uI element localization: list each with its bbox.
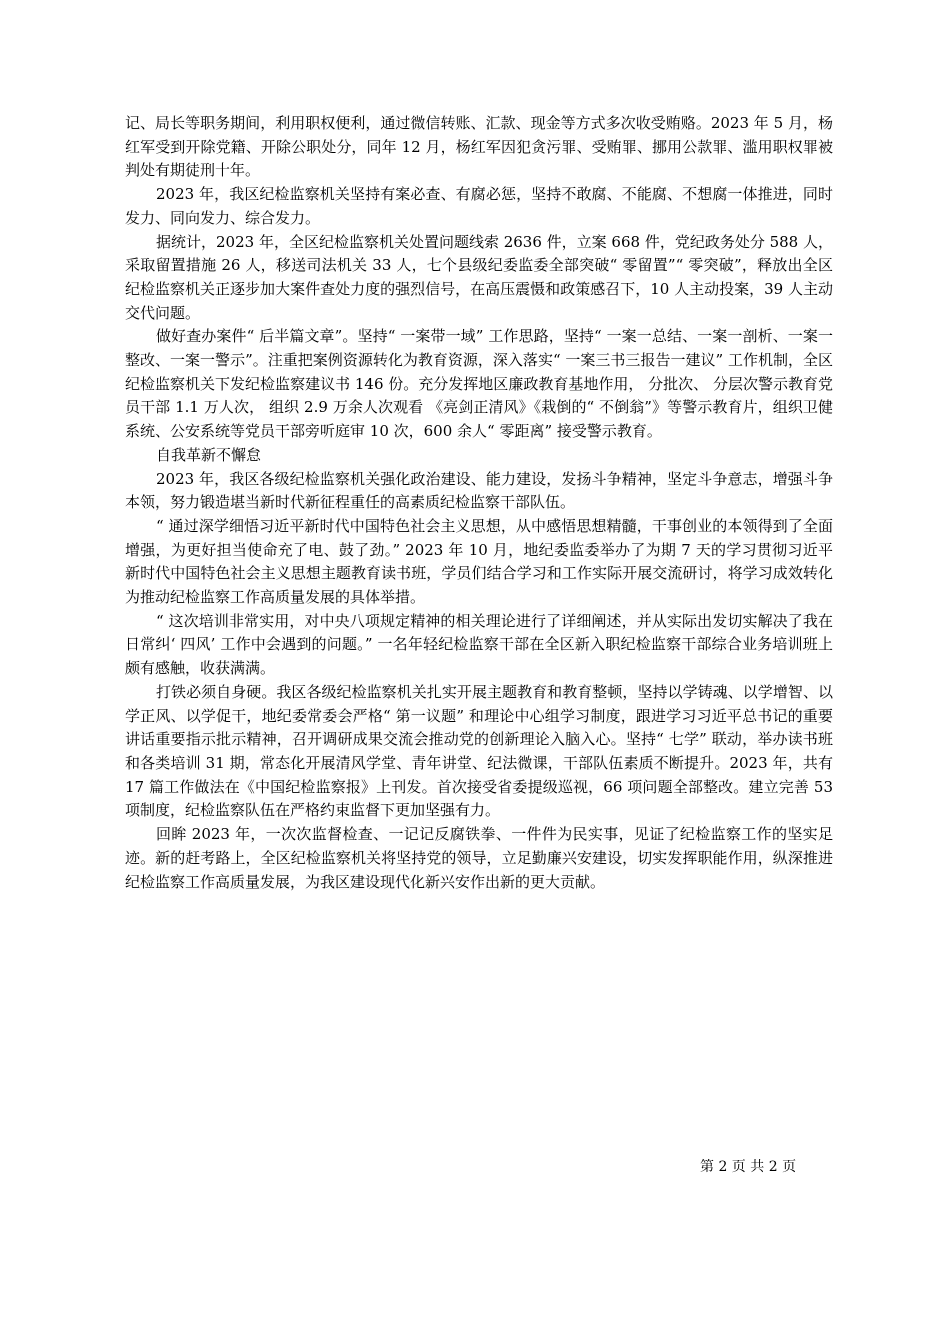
paragraph-2: 2023 年，我区纪检监察机关坚持有案必查、有腐必惩，坚持不敢腐、不能腐、不想腐一体推进，同时发力、同向发力、综合发力。 — [125, 185, 833, 227]
page-footer: 第 2 页 共 2 页 — [700, 1159, 797, 1175]
document-body — [125, 112, 833, 894]
paragraph-3: 据统计，2023 年，全区纪检监察机关处置问题线索 2636 件，立案 668 件，党纪政务处分 588 人，采取留置措施 26 人，移送司法机关 33 人，七个县级纪委监委全部突破“ 零留置”“ 零突破”，释放出全区纪检监察机关正逐步加大案件查处力度的强烈信号，在高压震慑和政策感召下，10 人主动投案，39 人主动交代问题。 — [125, 232, 833, 322]
paragraph-10: 回眸 2023 年，一次次监督检查、一记记反腐铁拳、一件件为民实事，见证了纪检监察工作的坚实足迹。新的赶考路上，全区纪检监察机关将坚持党的领导，立足勤廉兴安建设，切实发挥职能作用，纵深推进纪检监察工作高质量发展，为我区建设现代化新兴安作出新的更大贡献。 — [125, 825, 833, 891]
paragraph-8: “ 这次培训非常实用，对中央八项规定精神的相关理论进行了详细阐述，并从实际出发切实解决了我在日常纠‘ 四风’ 工作中会遇到的问题。” 一名年轻纪检监察干部在全区新入职纪检监察干部综合业务培训班上颇有感触，收获满满。 — [125, 611, 833, 678]
paragraph-6: 2023 年，我区各级纪检监察机关强化政治建设、能力建设，发扬斗争精神，坚定斗争意志，增强斗争本领，努力锻造堪当新时代新征程重任的高素质纪检监察干部队伍。 — [125, 469, 833, 512]
paragraph-1: 记、局长等职务期间，利用职权便利，通过微信转账、汇款、现金等方式多次收受贿赂。2023 年 5 月，杨红军受到开除党籍、开除公职处分，同年 12 月，杨红军因犯贪污罪、受贿罪、挪用公款罪、滥用职权罪被判处有期徒刑十年。 — [125, 114, 833, 180]
section-heading: 自我革新不懈怠 — [156, 445, 262, 464]
paragraph-9: 打铁必须自身硬。我区各级纪检监察机关扎实开展主题教育和教育整顿，坚持以学铸魂、以学增智、以学正风、以学促干，地纪委常委会严格“ 第一议题” 和理论中心组学习制度，跟进学习习近平总书记的重要讲话重要指示批示精神，召开调研成果交流会推动党的创新理论入脑入心。坚持“ 七学” 联动，举办读书班和各类培训 31 期，常态化开展清风学堂、青年讲堂、纪法微课，干部队伍素质不断提升。2023 年，共有 17 篇工作做法在《中国纪检监察报》上刊发。首次接受省委提级巡视，66 项问题全部整改。建立完善 53 项制度，纪检监察队伍在严格约束监督下更加坚强有力。 — [125, 682, 833, 820]
paragraph-4: 做好查办案件“ 后半篇文章”。坚持“ 一案带一域” 工作思路，坚持“ 一案一总结、一案一剖析、一案一整改、一案一警示”。注重把案例资源转化为教育资源，深入落实“ 一案三书三报告一建议” 工作机制，全区纪检监察机关下发纪检监察建议书 146 份。充分发挥地区廉政教育基地作用， 分批次、 分层次警示教育党员干部 1.1 万人次， 组织 2.9 万余人次观看 《亮剑正清风》《栽倒的“ 不倒翁”》等警示教育片，组织卫健系统、公安系统等党员干部旁听庭审 10 次，600 余人“ 零距离” 接受警示教育。 — [125, 327, 833, 441]
paragraph-7: “ 通过深学细悟习近平新时代中国特色社会主义思想，从中感悟思想精髓，干事创业的本领得到了全面增强，为更好担当使命充了电、鼓了劲。” 2023 年 10 月，地纪委监委举办了为期 7 天的学习贯彻习近平新时代中国特色社会主义思想主题教育读书班，学员们结合学习和工作实际开展交流研讨，将学习成效转化为推动纪检监察工作高质量发展的具体举措。 — [125, 516, 833, 607]
